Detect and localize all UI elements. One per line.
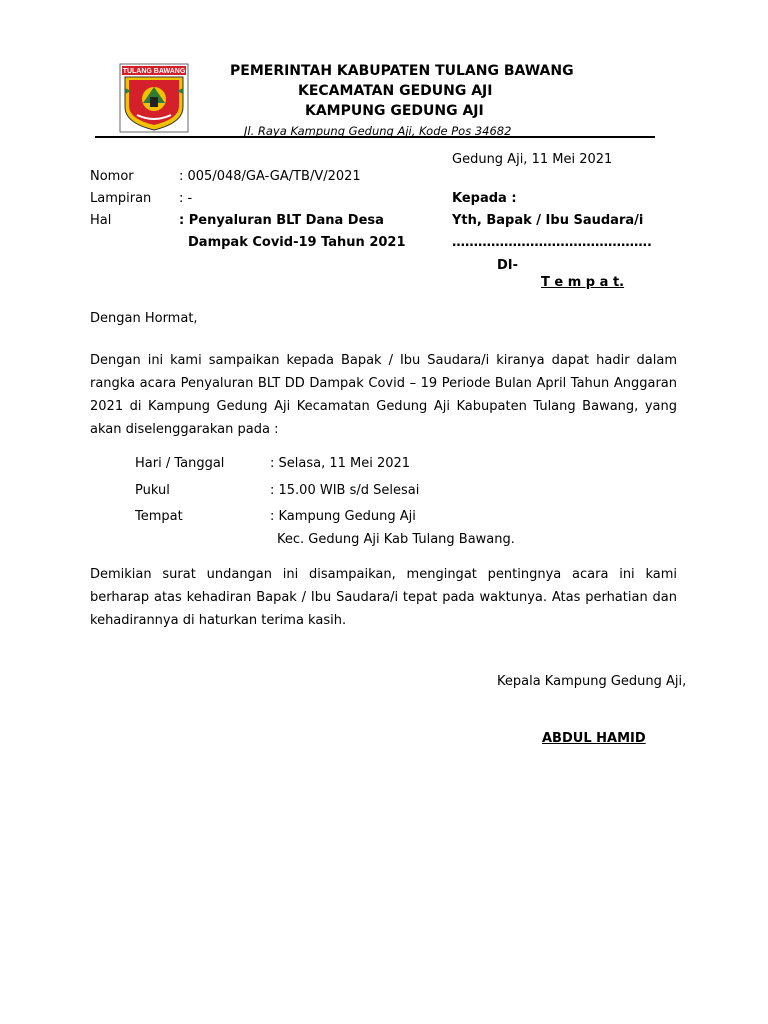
body-paragraph-1: Dengan ini kami sampaikan kepada Bapak / Ibu Saudara/i kiranya dapat hadir dalam rangka acara Penyaluran BLT DD Dampak Covid – 19 Periode Bulan April Tahun Anggaran 2021 di Kampung Gedung Aji Kecamatan Gedung Aji Kabupaten Tulang Bawang, yang akan diselenggarakan pada : bbox=[90, 353, 677, 437]
recipient-dots: ………………………………………. bbox=[452, 235, 652, 250]
header-address: Jl. Raya Kampung Gedung Aji, Kode Pos 34682 bbox=[244, 124, 512, 138]
hal-value-continued: Dampak Covid-19 Tahun 2021 bbox=[188, 235, 406, 250]
detail-tempat-label: Tempat bbox=[135, 509, 183, 524]
signature-name: ABDUL HAMID bbox=[542, 731, 646, 746]
regency-emblem-logo bbox=[119, 63, 189, 133]
recipient-kepada: Kepada : bbox=[452, 191, 517, 206]
header-village-line: KAMPUNG GEDUNG AJI bbox=[305, 103, 484, 119]
hal-label: Hal bbox=[90, 213, 112, 228]
nomor-label: Nomor bbox=[90, 169, 134, 184]
salutation: Dengan Hormat, bbox=[90, 311, 198, 326]
body-paragraph-2: Demikian surat undangan ini disampaikan, mengingat pentingnya acara ini kami berharap atas kehadiran Bapak / Ibu Saudara/i tepat pada waktunya. Atas perhatian dan kehadirannya di haturkan terima kasih. bbox=[90, 567, 677, 628]
header-government-line: PEMERINTAH KABUPATEN TULANG BAWANG bbox=[230, 63, 574, 79]
recipient-tempat: T e m p a t. bbox=[541, 275, 625, 290]
hal-value: : Penyaluran BLT Dana Desa bbox=[179, 213, 384, 228]
detail-hari-value: : Selasa, 11 Mei 2021 bbox=[270, 456, 411, 471]
lampiran-label: Lampiran bbox=[90, 191, 152, 206]
detail-hari-label: Hari / Tanggal bbox=[135, 456, 225, 471]
header-divider bbox=[95, 136, 655, 138]
nomor-value: : 005/048/GA-GA/TB/V/2021 bbox=[179, 169, 361, 184]
header-district-line: KECAMATAN GEDUNG AJI bbox=[298, 83, 493, 99]
recipient-yth: Yth, Bapak / Ibu Saudara/i bbox=[452, 213, 644, 228]
lampiran-value: : - bbox=[179, 191, 193, 206]
detail-pukul-value: : 15.00 WIB s/d Selesai bbox=[270, 483, 420, 498]
detail-tempat-value-continued: Kec. Gedung Aji Kab Tulang Bawang. bbox=[277, 532, 515, 547]
recipient-di: DI- bbox=[497, 258, 519, 273]
logo-text: TULANG BAWANG bbox=[122, 68, 186, 76]
letter-date: Gedung Aji, 11 Mei 2021 bbox=[452, 152, 613, 167]
signature-title: Kepala Kampung Gedung Aji, bbox=[497, 674, 687, 689]
detail-tempat-value: : Kampung Gedung Aji bbox=[270, 509, 416, 524]
detail-pukul-label: Pukul bbox=[135, 483, 170, 498]
